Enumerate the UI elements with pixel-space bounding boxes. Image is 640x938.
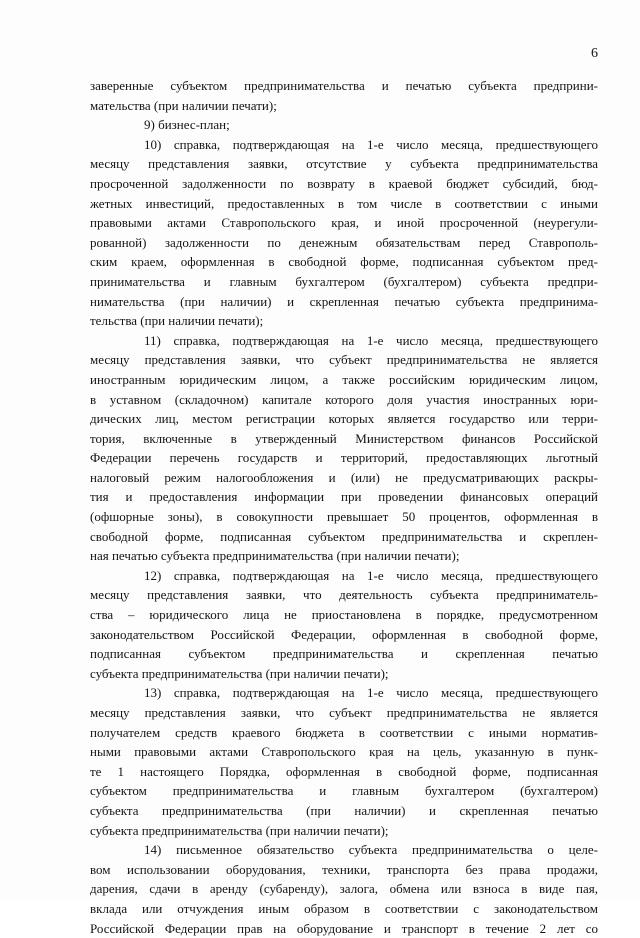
- text-line: ства – юридического лица не приостановлена в порядке, предусмотренном: [90, 607, 598, 623]
- text-line: (офшорные зоны), в совокупности превышает 50 процентов, оформленная в: [90, 509, 598, 525]
- document-body: [90, 76, 598, 938]
- text-line: месяцу представления заявки, что субъект предпринимательства не является: [90, 352, 598, 368]
- paragraph-first-line: 10) справка, подтверждающая на 1-е число месяца, предшествующего: [144, 136, 598, 152]
- text-line: свободной форме, подписанная субъектом предпринимательства и скреплен-: [90, 528, 598, 544]
- text-line: ная печатью субъекта предпринимательства (при наличии печати);: [90, 548, 460, 564]
- text-line: субъекта предпринимательства (при наличии) и скрепленная печатью: [90, 802, 598, 818]
- text-line: ными правовыми актами Ставропольского края на цель, указанную в пунк-: [90, 744, 598, 760]
- text-line: дарения, сдачи в аренду (субаренду), залога, обмена или взноса в виде пая,: [90, 881, 598, 897]
- text-line: заверенные субъектом предпринимательства и печатью субъекта предприни-: [90, 78, 598, 93]
- text-line: тия и предоставления информации при проведении финансовых операций: [90, 489, 598, 505]
- text-line: просроченной задолженности по возврату в краевой бюджет субсидий, бюд-: [90, 175, 598, 191]
- text-line: дических лиц, местом регистрации которых является государство или терри-: [90, 411, 598, 427]
- text-line: жетных инвестиций, предоставленных в том числе в соответствии с иными: [90, 195, 598, 211]
- page-number: 6: [591, 46, 598, 61]
- text-line: рованной) задолженности по денежным обязательствам перед Ставрополь-: [90, 234, 598, 250]
- text-line: вклада или отчуждения иным образом в соответствии с законодательством: [90, 900, 598, 916]
- text-line: тория, включенные в утвержденный Министерством финансов Российской: [90, 430, 598, 446]
- paragraph-first-line: 11) справка, подтверждающая на 1-е число месяца, предшествующего: [144, 332, 598, 348]
- text-line: вом использовании оборудования, техники, транспорта без права продажи,: [90, 861, 598, 877]
- text-line: налоговый режим налогообложения и (или) не предусматривающих раскры-: [90, 469, 598, 485]
- text-line: те 1 настоящего Порядка, оформленная в свободной форме, подписанная: [90, 763, 598, 779]
- paragraph-first-line: 9) бизнес-план;: [144, 117, 230, 133]
- paragraph-first-line: 14) письменное обязательство субъекта предпринимательства о целе-: [144, 842, 598, 858]
- text-line: мательства (при наличии печати);: [90, 97, 277, 113]
- text-line: в уставном (складочном) капитале которого доля участия иностранных юри-: [90, 391, 598, 407]
- text-line: получателем средств краевого бюджета в соответствии с иными норматив-: [90, 724, 598, 740]
- paragraph-first-line: 12) справка, подтверждающая на 1-е число месяца, предшествующего: [144, 567, 598, 583]
- text-line: субъекта предпринимательства (при наличии печати);: [90, 822, 389, 838]
- text-line: правовыми актами Ставропольского края, и иной просроченной (неурегули-: [90, 215, 598, 231]
- text-line: субъектом предпринимательства и главным бухгалтером (бухгалтером): [90, 783, 598, 799]
- text-line: месяцу представления заявки, что субъект предпринимательства не является: [90, 705, 598, 720]
- text-line: нимательства (при наличии) и скрепленная печатью субъекта предпринима-: [90, 293, 598, 309]
- text-line: Федерации перечень государств и территорий, предоставляющих льготный: [90, 450, 598, 466]
- text-line: месяцу представления заявки, что деятельность субъекта предприниматель-: [90, 587, 598, 603]
- text-line: субъекта предпринимательства (при наличии печати);: [90, 665, 389, 681]
- text-line: ским краем, оформленная в свободной форме, подписанная субъектом пред-: [90, 254, 598, 270]
- text-line: месяцу представления заявки, отсутствие у субъекта предпринимательства: [90, 156, 598, 172]
- text-line: тельства (при наличии печати);: [90, 313, 264, 329]
- text-line: Российской Федерации прав на оборудование и транспорт в течение 2 лет со: [90, 920, 598, 936]
- paragraph-first-line: 13) справка, подтверждающая на 1-е число месяца, предшествующего: [144, 685, 598, 701]
- text-line: законодательством Российской Федерации, оформленная в свободной форме,: [90, 626, 598, 642]
- text-line: принимательства и главным бухгалтером (бухгалтером) субъекта предпри-: [90, 273, 598, 289]
- text-line: иностранным юридическим лицом, а также российским юридическим лицом,: [90, 371, 598, 387]
- text-line: подписанная субъектом предпринимательства и скрепленная печатью: [90, 646, 598, 662]
